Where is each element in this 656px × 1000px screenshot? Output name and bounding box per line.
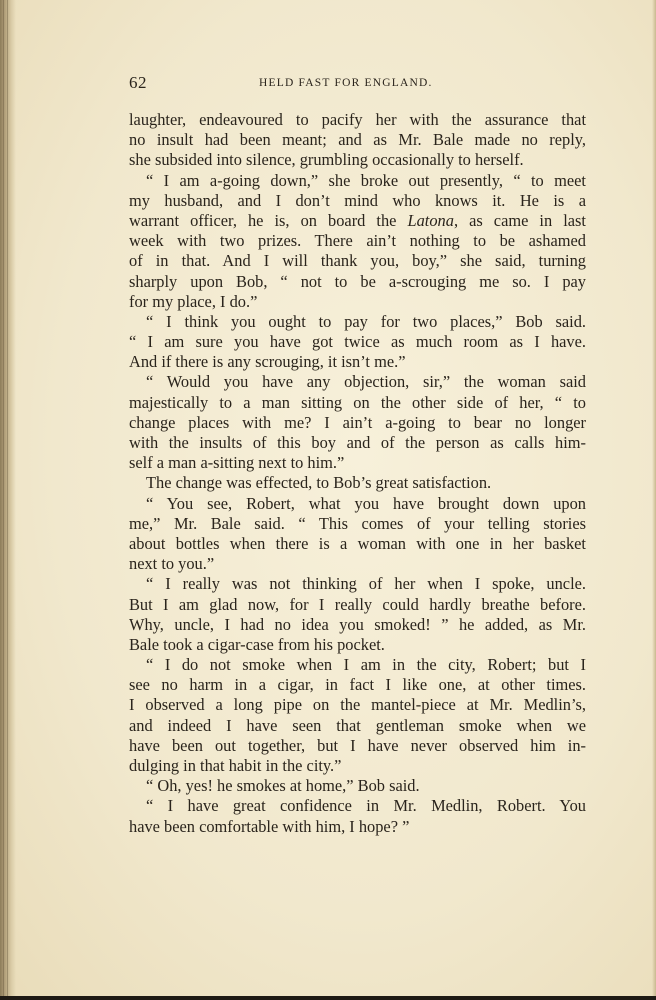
text-line: and indeed I have seen that gentleman smoke when we [129,715,586,735]
text-line: change places with me? I ain’t a-going to bear no longer [129,412,586,432]
text-line: “ I am sure you have got twice as much room as I have. [129,332,586,352]
text-line: Why, uncle, I had no idea you smoked! ” he added, as Mr. [129,614,586,634]
text-line: “ Oh, yes! he smokes at home,” Bob said. [146,776,420,796]
gutter-line [3,0,4,1000]
text-line: she subsided into silence, grumbling occasionally to herself. [129,150,524,170]
text-line: “ I think you ought to pay for two places,” Bob said. [146,311,586,331]
text-line: “ I do not smoke when I am in the city, Robert; but I [146,655,586,675]
text-line: sharply upon Bob, “ not to be a-scrouging me so. I pay [129,271,586,291]
text-line: “ You see, Robert, what you have brought down upon [146,493,586,513]
page-number: 62 [129,73,147,92]
text-line: see no harm in a cigar, in fact I like one, at other times. [129,675,586,695]
text-line: have been out together, but I have never observed him in- [129,735,586,755]
text-line: “ I really was not thinking of her when I spoke, uncle. [146,574,586,594]
text-line: Bale took a cigar-case from his pocket. [129,634,385,654]
text-line: The change was effected, to Bob’s great satisfaction. [146,473,492,493]
text-line: But I am glad now, for I really could hardly breathe before. [129,594,586,614]
text-line: laughter, endeavoured to pacify her with the assurance that [129,110,586,129]
page-right-edge [652,0,656,1000]
text-line: of in that. And I will thank you, boy,” she said, turning [129,251,586,271]
text-line: about bottles when there is a woman with one in her basket [129,533,586,553]
text-line: me,” Mr. Bale said. “ This comes of your telling stories [129,513,586,533]
text-line: “ I have great confidence in Mr. Medlin, Robert. You [146,796,586,816]
text-line: dulging in that habit in the city.” [129,756,342,775]
text-line: for my place, I do.” [129,291,258,311]
gutter-line [7,0,8,1000]
running-head: HELD FAST FOR ENGLAND. [259,77,433,89]
text-line: self a man a-sitting next to him.” [129,453,345,473]
text-line: week with two prizes. There ain’t nothing to be ashamed [129,231,586,251]
page-bottom-edge [0,996,656,1000]
text-line: no insult had been meant; and as Mr. Bale made no reply, [129,130,586,150]
text-line: my husband, and I don’t mind who knows it. He is a [129,190,586,210]
text-line: “ Would you have any objection, sir,” the woman said [146,372,586,392]
page-header [129,73,587,97]
text-line: majestically to a man sitting on the other side of her, “ to [129,392,586,412]
text-line: And if there is any scrouging, it isn’t me.” [129,352,406,372]
text-line: have been comfortable with him, I hope? ” [129,816,410,836]
text-line: I observed a long pipe on the mantel-piece at Mr. Medlin’s, [129,695,586,715]
text-line: warrant officer, he is, on board the Latona, as came in last [129,210,586,230]
text-line: with the insults of this boy and of the person as calls him- [129,433,586,452]
text-line: “ I am a-going down,” she broke out presently, “ to meet [146,170,586,190]
body-text [129,110,586,837]
text-line: next to you.” [129,554,215,574]
ship-name: Latona [407,210,454,230]
